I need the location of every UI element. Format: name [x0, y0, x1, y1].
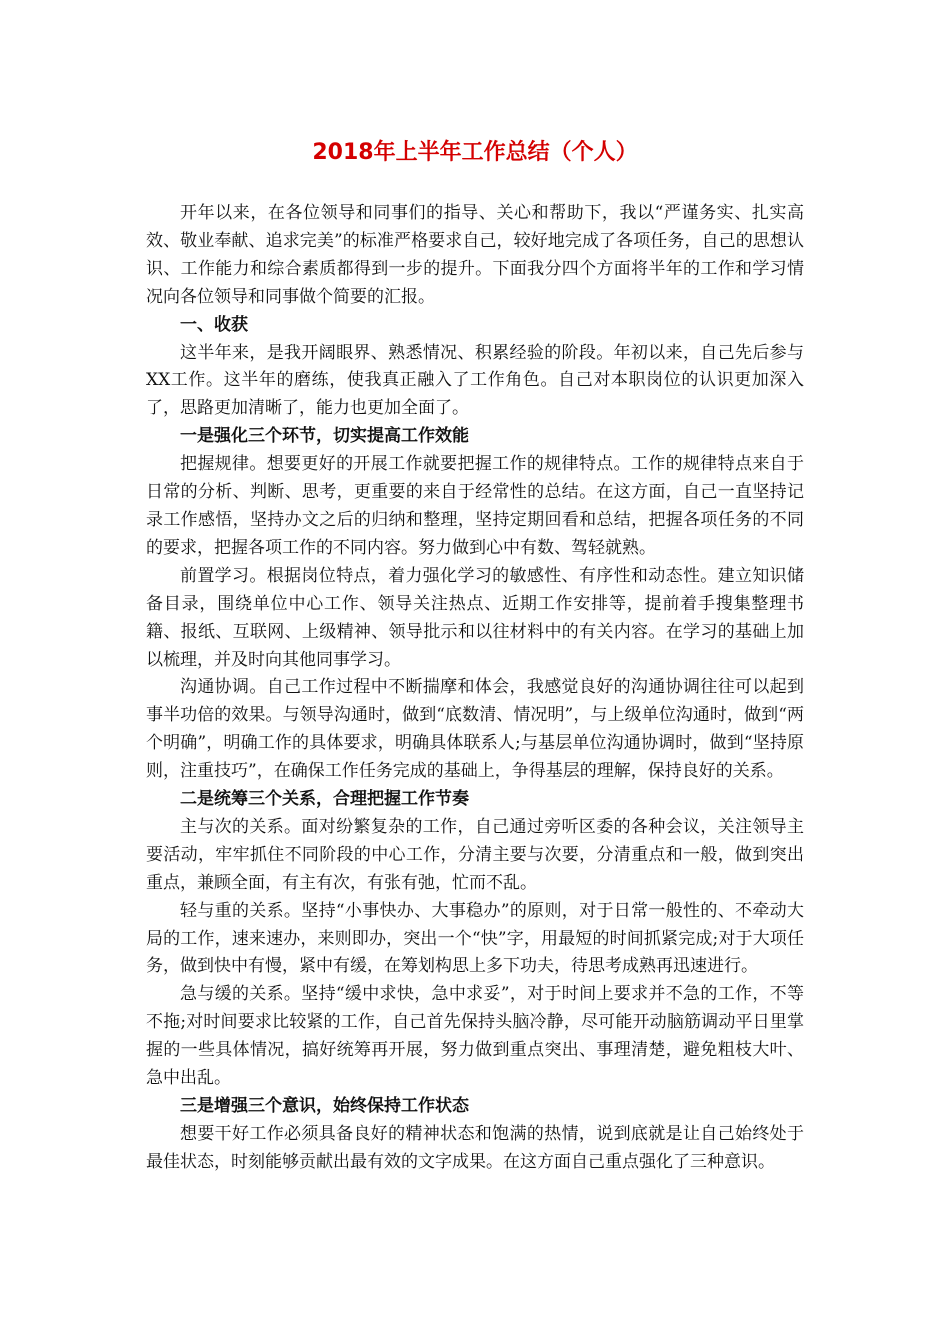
body-paragraph: 急与缓的关系。坚持“缓中求快，急中求妥”，对于时间上要求并不急的工作，不等不拖;对时间要求比较紧的工作，自己首先保持头脑冷静，尽可能开动脑筋调动平日里掌握的一些具体情况，搞好统筹再开展，努力做到重点突出、事理清楚，避免粗枝大叶、急中出乱。 [146, 984, 804, 1089]
document-title: 2018年上半年工作总结（个人） [312, 140, 638, 165]
body-paragraph: 这半年来，是我开阔眼界、熟悉情况、积累经验的阶段。年初以来，自己先后参与XX工作。这半年的磨练，使我真正融入了工作角色。自己对本职岗位的认识更加深入了，思路更加清晰了，能力也更加全面了。 [146, 342, 804, 419]
section-heading: 二是统筹三个关系，合理把握工作节奏 [180, 789, 469, 810]
body-paragraph: 沟通协调。自己工作过程中不断揣摩和体会，我感觉良好的沟通协调往往可以起到事半功倍的效果。与领导沟通时，做到“底数清、情况明”，与上级单位沟通时，做到“两个明确”，明确工作的具体要求，明确具体联系人;与基层单位沟通协调时，做到“坚持原则，注重技巧”，在确保工作任务完成的基础上，争得基层的理解，保持良好的关系。 [146, 677, 804, 782]
body-paragraph: 开年以来，在各位领导和同事们的指导、关心和帮助下，我以“严谨务实、扎实高效、敬业奉献、追求完美”的标准严格要求自己，较好地完成了各项任务，自己的思想认识、工作能力和综合素质都得到一步的提升。下面我分四个方面将半年的工作和学习情况向各位领导和同事做个简要的汇报。 [146, 203, 804, 307]
document-body [146, 200, 804, 1177]
section-heading: 一、收获 [180, 314, 248, 335]
body-paragraph: 想要干好工作必须具备良好的精神状态和饱满的热情，说到底就是让自己始终处于最佳状态，时刻能够贡献出最有效的文字成果。在这方面自己重点强化了三种意识。 [146, 1123, 804, 1172]
section-heading: 一是强化三个环节，切实提高工作效能 [180, 426, 469, 447]
body-paragraph: 把握规律。想要更好的开展工作就要把握工作的规律特点。工作的规律特点来自于日常的分析、判断、思考，更重要的来自于经常性的总结。在这方面，自己一直坚持记录工作感悟，坚持办文之后的归纳和整理，坚持定期回看和总结，把握各项任务的不同的要求，把握各项工作的不同内容。努力做到心中有数、驾轻就熟。 [146, 454, 804, 558]
section-heading: 三是增强三个意识，始终保持工作状态 [180, 1096, 469, 1116]
body-paragraph: 前置学习。根据岗位特点，着力强化学习的敏感性、有序性和动态性。建立知识储备目录，围绕单位中心工作、领导关注热点、近期工作安排等，提前着手搜集整理书籍、报纸、互联网、上级精神、领导批示和以往材料中的有关内容。在学习的基础上加以梳理，并及时向其他同事学习。 [146, 565, 804, 670]
body-paragraph: 主与次的关系。面对纷繁复杂的工作，自己通过旁听区委的各种会议，关注领导主要活动，牢牢抓住不同阶段的中心工作，分清主要与次要，分清重点和一般，做到突出重点，兼顾全面，有主有次，有张有弛，忙而不乱。 [146, 816, 804, 893]
body-paragraph: 轻与重的关系。坚持“小事快办、大事稳办”的原则，对于日常一般性的、不牵动大局的工作，速来速办，来则即办，突出一个“快”字，用最短的时间抓紧完成;对于大项任务，做到快中有慢，紧中有缓，在筹划构思上多下功夫，待思考成熟再迅速进行。 [146, 900, 804, 977]
